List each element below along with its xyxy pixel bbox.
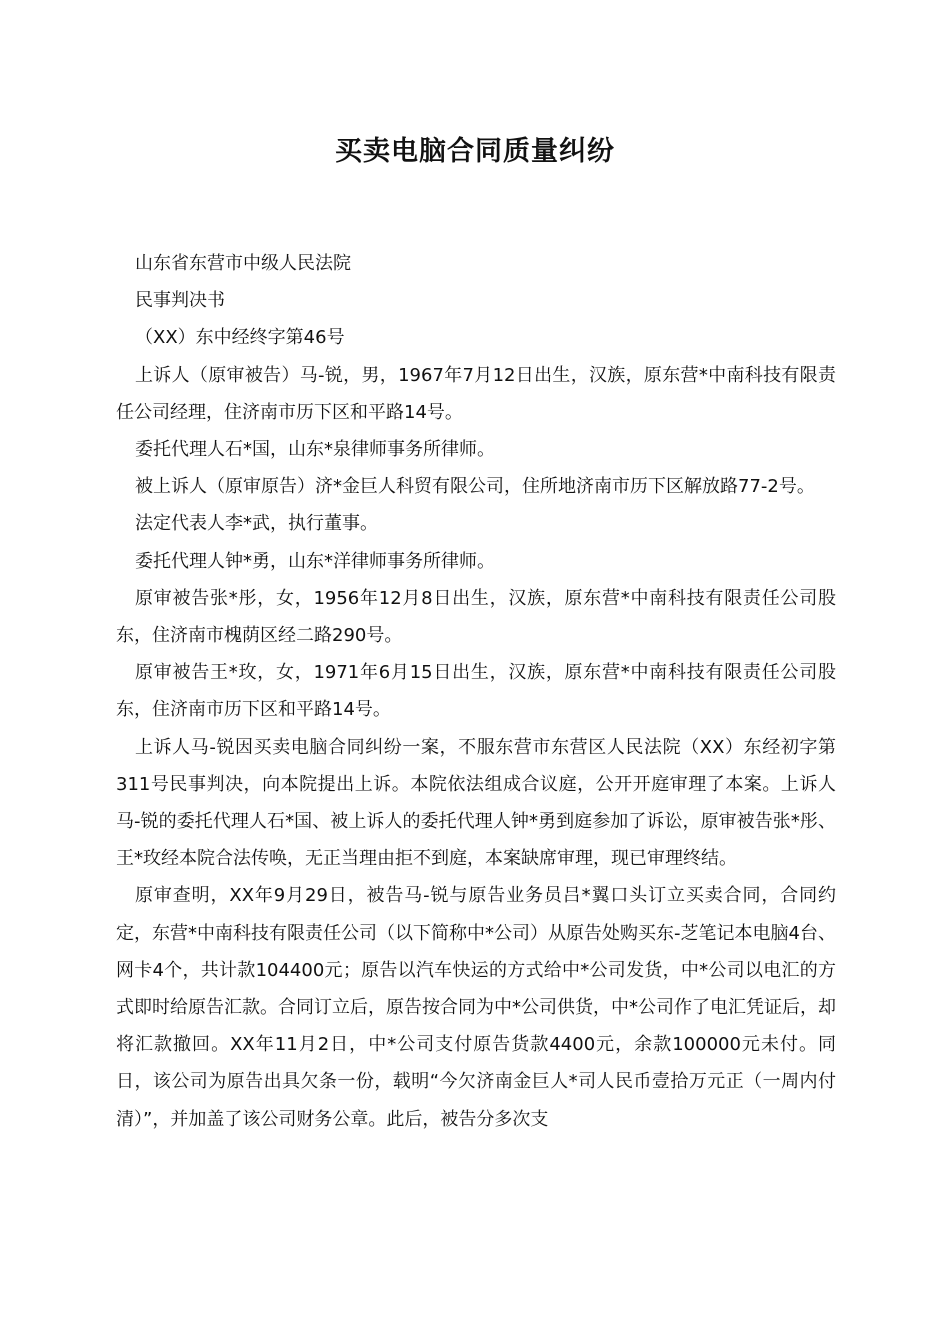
facts-paragraph: 原审查明，XX年9月29日，被告马-锐与原告业务员吕*翼口头订立买卖合同，合同约定，东营*中南科技有限责任公司（以下简称中*公司）从原告处购买东-芝笔记本电脑4台、网卡4个，共计款104400元；原告以汽车快运的方式给中*公司发货，中*公司以电汇的方式即时给原告汇款。合同订立后，原告按合同为中*公司供货，中*公司作了电汇凭证后，却将汇款撤回。XX年11月2日，中*公司支付原告货款4400元，余款100000元未付。同日，该公司为原告出具欠条一份，载明“今欠济南金巨人*司人民币壹拾万元正（一周内付清）”，并加盖了该公司财务公章。此后，被告分多次支: [116, 885, 836, 1130]
document-title: 买卖电脑合同质量纠纷: [335, 136, 615, 167]
court-name: 山东省东营市中级人民法院: [135, 253, 351, 274]
appellee-agent-paragraph: 委托代理人钟*勇，山东*洋律师事务所律师。: [135, 550, 495, 572]
appellant-paragraph: 上诉人（原审被告）马-锐，男，1967年7月12日出生，汉族，原东营*中南科技有限责任公司经理，住济南市历下区和平路14号。: [116, 364, 836, 423]
document-type: 民事判决书: [135, 290, 225, 312]
appellant-agent-paragraph: 委托代理人石*国，山东*泉律师事务所律师。: [135, 439, 495, 461]
original-defendant-paragraph: 原审被告王*玫，女，1971年6月15日出生，汉族，原东营*中南科技有限责任公司股东，住济南市历下区和平路14号。: [116, 662, 836, 721]
original-defendant-paragraph: 原审被告张*彤，女，1956年12月8日出生，汉族，原东营*中南科技有限责任公司股东，住济南市槐荫区经二路290号。: [116, 587, 836, 647]
case-number: （XX）东中经终字第46号: [135, 327, 345, 349]
document-body: [116, 245, 836, 1138]
case-summary-paragraph: 上诉人马-锐因买卖电脑合同纠纷一案，不服东营市东营区人民法院（XX）东经初字第311号民事判决，向本院提出上诉。本院依法组成合议庭，公开开庭审理了本案。上诉人马-锐的委托代理人石*国、被上诉人的委托代理人钟*勇到庭参加了诉讼，原审被告张*彤、王*玫经本院合法传唤，无正当理由拒不到庭，本案缺席审理，现已审理终结。: [116, 736, 836, 870]
appellee-paragraph: 被上诉人（原审原告）济*金巨人科贸有限公司，住所地济南市历下区解放路77-2号。: [135, 476, 815, 498]
legal-representative-paragraph: 法定代表人李*武，执行董事。: [135, 513, 378, 535]
